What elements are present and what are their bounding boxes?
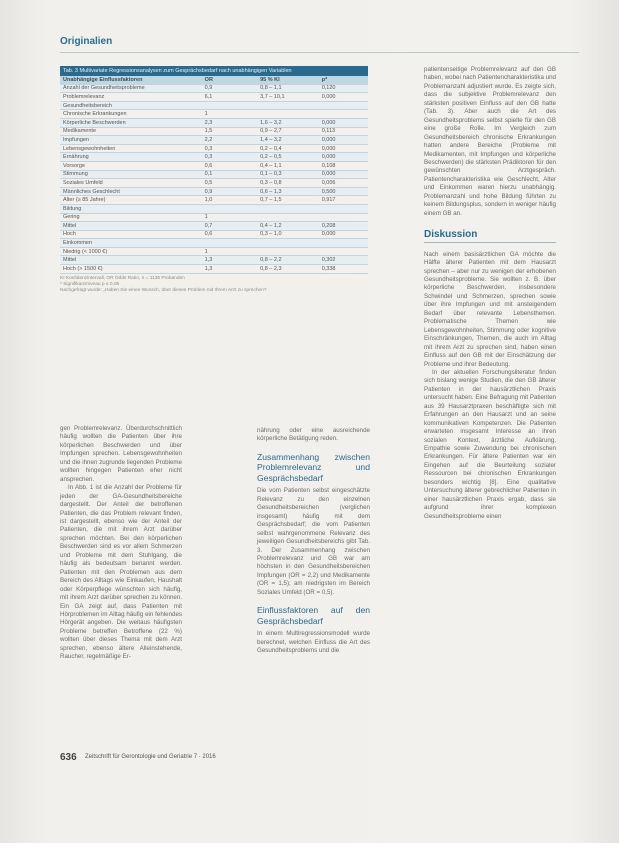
table-cell: 0,9 <box>202 187 257 196</box>
table-cell: 1,3 <box>202 256 257 265</box>
table-cell: Hoch <box>60 230 202 239</box>
table-cell: 0,000 <box>319 144 368 153</box>
table-cell: 0,000 <box>319 118 368 127</box>
table-cell: Anzahl der Gesundheitsprobleme <box>60 84 202 93</box>
table-cell: 0,108 <box>319 161 368 170</box>
table-row <box>60 101 368 110</box>
table-cell: 3,7 – 10,1 <box>257 93 319 102</box>
table-row <box>60 93 368 102</box>
table-row <box>60 136 368 145</box>
table-row <box>60 110 368 119</box>
table-cell: 1,3 <box>202 265 257 274</box>
table-row <box>60 170 368 179</box>
table-cell: Impfungen <box>60 136 202 145</box>
regression-table <box>60 66 368 294</box>
table-cell: 0,3 – 1,0 <box>257 230 319 239</box>
table-cell: 0,000 <box>319 170 368 179</box>
subheading: Einflussfaktoren auf den Gesprächsbedarf <box>257 605 370 626</box>
discussion-heading: Diskussion <box>424 229 478 241</box>
table-header-row <box>60 76 368 84</box>
table-cell <box>257 247 319 256</box>
table-row <box>60 222 368 231</box>
table-cell: 0,4 – 1,2 <box>257 222 319 231</box>
table-cell <box>257 213 319 222</box>
table-cell: 0,7 – 1,5 <box>257 196 319 205</box>
table-caption: Tab. 3 Multivariate Regressionsanalysen zum Gesprächsbedarf nach unabhängigen Variablen <box>60 66 368 76</box>
table-row <box>60 256 368 265</box>
table-cell: Bildung <box>60 204 202 213</box>
section-label: Originalien <box>60 36 113 47</box>
table-cell <box>257 101 319 110</box>
table-cell: 0,500 <box>319 187 368 196</box>
table-cell: 0,2 – 0,4 <box>257 144 319 153</box>
table-note: KI Konfidenzintervall, OR Odds Ratio, n = 1136 Probanden <box>60 275 185 281</box>
table-row <box>60 204 368 213</box>
table-cell <box>319 204 368 213</box>
table-cell: 0,5 <box>202 179 257 188</box>
text-column-left <box>60 425 182 662</box>
table-cell: 0,3 – 0,8 <box>257 179 319 188</box>
table-cell: Medikamente <box>60 127 202 136</box>
table-cell: Chronische Erkrankungen <box>60 110 202 119</box>
table-row <box>60 213 368 222</box>
heading-rule <box>424 242 556 243</box>
table-cell: 0,1 <box>202 170 257 179</box>
table-cell: 0,3 <box>202 144 257 153</box>
table-cell <box>319 101 368 110</box>
table-cell: 1,4 – 3,2 <box>257 136 319 145</box>
table-cell: 6,1 <box>202 93 257 102</box>
table-row <box>60 84 368 93</box>
table-cell: Stimmung <box>60 170 202 179</box>
table-cell: 0,9 – 2,7 <box>257 127 319 136</box>
table-cell: 0,338 <box>319 265 368 274</box>
top-rule <box>60 52 579 53</box>
table-cell <box>319 213 368 222</box>
table-note: Nachgefragt wurde: „Haben Sie einen Wunsch, über dieses Problem mit Ihrem Arzt zu sprechen? <box>60 287 267 293</box>
table-cell: 0,8 – 1,1 <box>257 84 319 93</box>
table-cell <box>319 247 368 256</box>
table-cell <box>202 239 257 248</box>
table-cell: 1,5 <box>202 127 257 136</box>
paragraph: Nach einem basisärztlichen GA möchte die Hälfte älterer Patienten mit dem Hausarzt sprechen – aber nur zu wenigen der erhobenen Gesundheitsprobleme. Sie wollten z. B. über körperliche Beschwerden, insbesondere Schwindel und Schmerzen, sprechen sowie über ihre Impfungen und mit ansteigendem Bedarf über relevante Lebensthemen. Problematische Themen wie Lebensgewohnheiten, Stimmung oder kognitive Einschränkungen, Themen, die auch im Alltag mit ihrem Arzt zu sprechen sind, haben einen Einfluss auf den GB mit der Einschätzung der Probleme und ihrer Bedeutung. <box>424 250 556 368</box>
table-cell: Niedrig (< 1000 €) <box>60 247 202 256</box>
paragraph: patientenseitige Problemrelevanz auf den GB haben, wobei nach Patientencharakteristika und Problemanzahl adjustiert wurde. Es zeigte sich, dass die subjektive Problemrelevanz den stärksten positiven Einfluss auf den GB hatte (Tab. 3). Aber auch die Art des Gesundheitsproblems selbst spielte für den GB eine große Rolle. Im Vergleich zum Gesundheitsbereich chronische Erkrankungen hatten andere Bereiche (Probleme mit Medikamenten, mit Impfungen und körperliche Beschwerden) die stärksten Prädiktoren für den gewünschten Arztgespräch. Patientencharakteristika wie Geschlecht, Alter und Einkommen waren hierzu unabhängig. Problemanzahl und hohe Bildung führten zu keinem Bildungsplus, sondern in weniger häufig einem GB an. <box>424 66 556 217</box>
table-cell: Mittel <box>60 256 202 265</box>
paragraph: gen Problemrelevanz. Überdurchschnittlich häufig wollten die Patienten über ihre körperlichen Beschwerden und über Impfungen sprechen. Lebensgewohnheiten und die ihnen zugrunde liegenden Probleme wollten hingegen Patienten eher nicht ansprechen. <box>60 425 182 483</box>
table-cell: OR <box>202 76 257 84</box>
table-cell: 0,120 <box>319 84 368 93</box>
table-cell: 0,6 <box>202 230 257 239</box>
table-row <box>60 265 368 274</box>
table-row <box>60 179 368 188</box>
table-row <box>60 239 368 248</box>
table-row <box>60 247 368 256</box>
table-cell: Lebensgewohnheiten <box>60 144 202 153</box>
table-body <box>60 76 368 274</box>
table-cell: 1,6 – 3,2 <box>257 118 319 127</box>
table-cell <box>202 101 257 110</box>
table-cell: Unabhängige Einflussfaktoren <box>60 76 202 84</box>
table-cell: 0,1 – 0,3 <box>257 170 319 179</box>
table-cell: Alter (≥ 85 Jahre) <box>60 196 202 205</box>
table-notes <box>60 276 368 294</box>
paragraph: nährung oder eine ausreichende körperliche Betätigung reden. <box>257 427 370 443</box>
table-cell: 0,6 – 1,3 <box>257 187 319 196</box>
table-cell: 0,208 <box>319 222 368 231</box>
text-column-right <box>424 66 556 521</box>
table-cell <box>257 239 319 248</box>
table-cell: 1 <box>202 110 257 119</box>
table-cell: 0,6 <box>202 161 257 170</box>
table-cell: Einkommen <box>60 239 202 248</box>
table-row <box>60 144 368 153</box>
table-cell <box>319 110 368 119</box>
table-cell: Problemrelevanz <box>60 93 202 102</box>
table-cell: 1 <box>202 213 257 222</box>
table-row <box>60 187 368 196</box>
table-cell: 0,917 <box>319 196 368 205</box>
table-cell: p* <box>319 76 368 84</box>
table-cell: 95 % KI <box>257 76 319 84</box>
paragraph: In Abb. 1 ist die Anzahl der Probleme für jeden der GA-Gesundheitsbereiche dargestellt. Der Anteil der betroffenen Patienten, die das Problem relevant finden, ist dargestellt, ebenso wie der Anteil der Patienten, die mit ihrem Arzt darüber sprechen möchten. Bei den körperlichen Beschwerden sind es vor allem Schmerzen und Probleme mit dem Stuhlgang, die häufig als bedeutsam benannt werden. Patienten mit den Problemen aus dem Bereich des Alltags wie Einkaufen, Haushalt oder Körperpflege wünschten sich häufig, mit ihrem Arzt darüber sprechen zu können. Ein GA zeigt auf, dass Patienten mit Hörproblemen im Alltag häufig ein fehlendes Hörgerät angeben. Die weitaus häufigsten Probleme betreffen Betroffene (22 %) wollten über dieses Thema mit dem Arzt sprechen, ebenso ältere Alleinstehende, Raucher, regelmäßige Er- <box>60 484 182 661</box>
table-row <box>60 118 368 127</box>
table-cell: 0,2 – 0,5 <box>257 153 319 162</box>
table-cell: Vorsorge <box>60 161 202 170</box>
table-cell: 0,8 – 2,3 <box>257 265 319 274</box>
table-row <box>60 161 368 170</box>
text-column-middle <box>257 427 370 656</box>
table-row <box>60 127 368 136</box>
page-number: 636 <box>60 752 77 763</box>
table-cell <box>319 239 368 248</box>
paragraph: Die vom Patienten selbst eingeschätzte Relevanz zu den einzelnen Gesundheitsbereichen (verglichen insgesamt) häufig mit dem Gesprächsbedarf; die vom Patienten selbst wahrgenommene Relevanz des jeweiligen Gesundheitsbereichs gibt Tab. 3. Der Zusammenhang zwischen Problemrelevanz und GB war am höchsten in den Gesundheitsbereichen Impfungen (OR = 2,2) und Medikamente (OR = 1,5); am niedrigsten im Bereich Soziales Umfeld (OR = 0,5). <box>257 487 370 596</box>
table-cell: 0,7 <box>202 222 257 231</box>
table-cell: 0,8 – 2,2 <box>257 256 319 265</box>
table-cell: Gering <box>60 213 202 222</box>
journal-name: Zeitschrift für Gerontologie und Geriatrie 7 · 2016 <box>85 754 216 760</box>
table-row <box>60 153 368 162</box>
table-cell: Männliches Geschlecht <box>60 187 202 196</box>
table-cell <box>257 204 319 213</box>
table-cell: 0,000 <box>319 136 368 145</box>
table-cell: 0,000 <box>319 230 368 239</box>
table-cell: Ernährung <box>60 153 202 162</box>
table-cell: 0,3 <box>202 153 257 162</box>
table-cell: Hoch (> 1500 €) <box>60 265 202 274</box>
paragraph: In der aktuellen Forschungsliteratur finden sich bislang wenige Studien, die den GB älterer Patienten in der hausärztlichen Praxis untersucht haben. Eine Befragung mit Patienten aus 39 Hausarztpraxen beschäftigte sich mit Erfahrungen an den Hausarzt und an seine kommunikativen Kompetenzen. Die Patienten erwarteten insgesamt Interesse an ihren sozialen Kontext, ärztliche Aufklärung, Empathie sowie Zuwendung bei chronischen Erkrankungen. Für ältere Patienten war ein Eingehen auf die Beurteilung sozialer Ressourcen bei chronischen Erkrankungen besonders wichtig [8]. Eine qualitative Untersuchung älterer gebrechlicher Patienten in einer hausärztlichen Praxis ergab, dass sie aufgrund ihrer komplexen Gesundheitsprobleme einen <box>424 368 556 520</box>
table-cell: 1 <box>202 247 257 256</box>
table-cell: Körperliche Beschwerden <box>60 118 202 127</box>
subheading: Zusammenhang zwischen Problemrelevanz und Gesprächsbedarf <box>257 451 370 483</box>
page-footer <box>60 752 560 764</box>
table-cell: Mittel <box>60 222 202 231</box>
table-cell <box>202 204 257 213</box>
table-row <box>60 196 368 205</box>
table-cell: 0,000 <box>319 93 368 102</box>
table-cell: 0,006 <box>319 179 368 188</box>
table-cell: 2,2 <box>202 136 257 145</box>
table-cell: 2,3 <box>202 118 257 127</box>
table-cell: 0,4 – 1,1 <box>257 161 319 170</box>
table-cell: Gesundheitsbereich <box>60 101 202 110</box>
table-cell: 0,000 <box>319 153 368 162</box>
table-row <box>60 230 368 239</box>
paragraph: In einem Multiregressionsmodell wurde berechnet, welchen Einfluss die Art des Gesundheitsproblems und die <box>257 630 370 655</box>
table-note: * Signifikanzniveau p ≤ 0,05 <box>60 281 120 287</box>
table-cell: Soziales Umfeld <box>60 179 202 188</box>
table-cell: 0,9 <box>202 84 257 93</box>
table-cell <box>257 110 319 119</box>
table-cell: 0,302 <box>319 256 368 265</box>
table-cell: 1,0 <box>202 196 257 205</box>
table-cell: 0,113 <box>319 127 368 136</box>
